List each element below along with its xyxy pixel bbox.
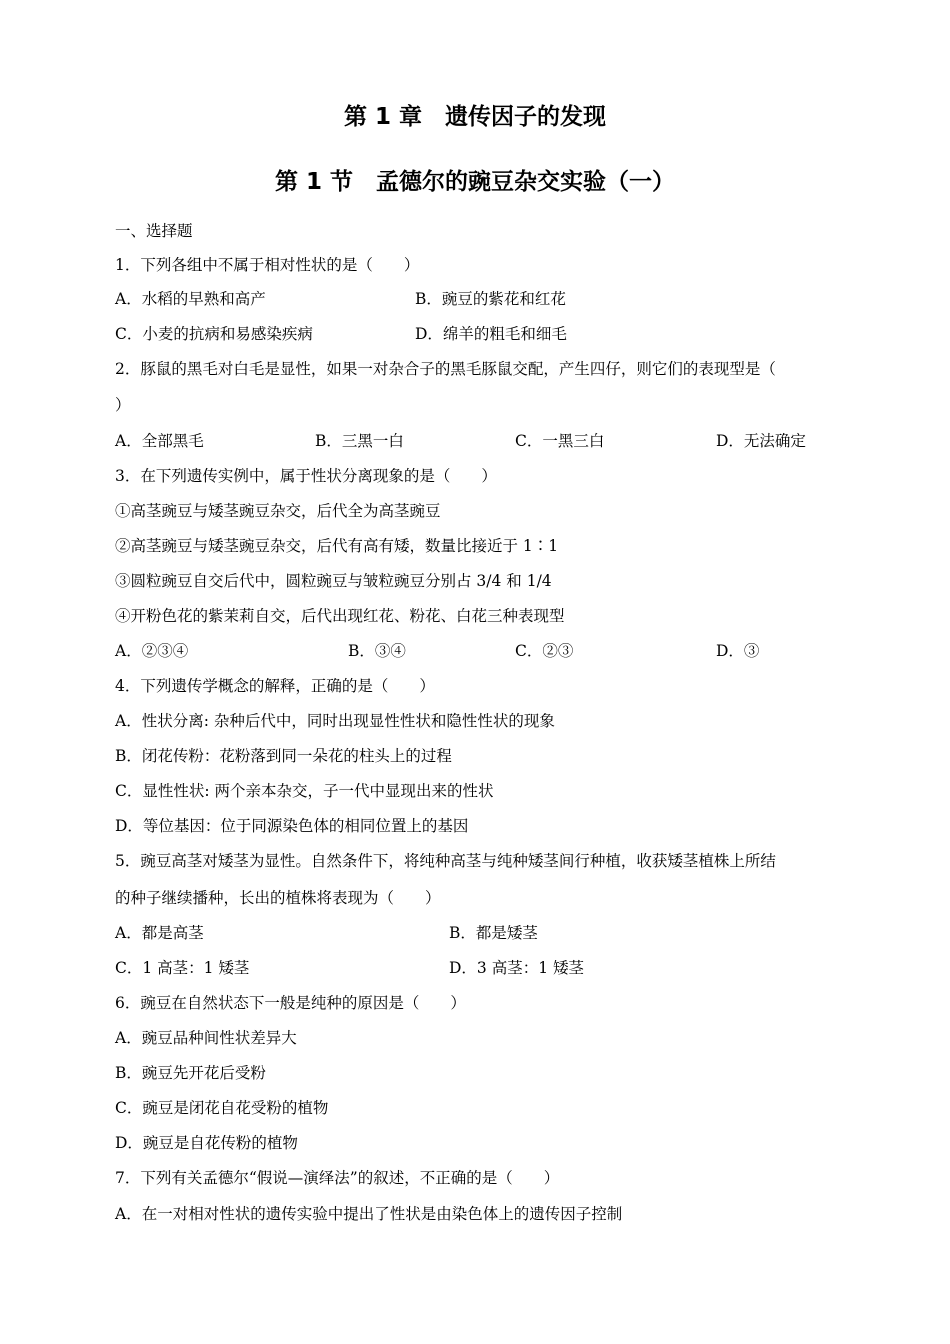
q4-option-c: C．显性性状: 两个亲本杂交，子一代中显现出来的性状 xyxy=(115,782,494,800)
q3-statement-3: ③圆粒豌豆自交后代中，圆粒豌豆与皱粒豌豆分别占 3/4 和 1/4 xyxy=(115,572,552,590)
question-3: 3．在下列遗传实例中，属于性状分离现象的是（ ） xyxy=(115,467,497,485)
q6-option-a: A．豌豆品种间性状差异大 xyxy=(115,1029,297,1047)
q1-option-a: A．水稻的早熟和高产 xyxy=(115,290,266,308)
q4-option-b: B．闭花传粉：花粉落到同一朵花的柱头上的过程 xyxy=(115,747,452,765)
q3-statement-2: ②高茎豌豆与矮茎豌豆杂交，后代有高有矮，数量比接近于 1∶1 xyxy=(115,537,559,555)
q5-option-d: D．3 高茎：1 矮茎 xyxy=(449,959,585,977)
q3-option-a: A．②③④ xyxy=(115,642,189,660)
q3-option-c: C．②③ xyxy=(515,642,574,660)
q1-option-d: D．绵羊的粗毛和细毛 xyxy=(415,325,567,343)
question-2-cont: ） xyxy=(115,396,131,414)
q3-option-b: B．③④ xyxy=(348,642,406,660)
question-2: 2．豚鼠的黑毛对白毛是显性，如果一对杂合子的黑毛豚鼠交配，产生四仔，则它们的表现型是（ xyxy=(115,360,776,378)
question-7: 7．下列有关孟德尔“假说—演绎法”的叙述，不正确的是（ ） xyxy=(115,1169,560,1187)
q7-option-a: A．在一对相对性状的遗传实验中提出了性状是由染色体上的遗传因子控制 xyxy=(115,1205,623,1223)
q5-option-c: C．1 高茎：1 矮茎 xyxy=(115,959,250,977)
q5-option-a: A．都是高茎 xyxy=(115,924,204,942)
q6-option-b: B．豌豆先开花后受粉 xyxy=(115,1064,266,1082)
question-4: 4．下列遗传学概念的解释，正确的是（ ） xyxy=(115,677,435,695)
q2-option-d: D．无法确定 xyxy=(716,432,806,450)
q2-option-a: A．全部黑毛 xyxy=(115,432,204,450)
q2-option-c: C．一黑三白 xyxy=(515,432,605,450)
q4-option-a: A．性状分离: 杂种后代中，同时出现显性性状和隐性性状的现象 xyxy=(115,712,555,730)
q3-statement-4: ④开粉色花的紫茉莉自交，后代出现红花、粉花、白花三种表现型 xyxy=(115,607,565,625)
q1-option-c: C．小麦的抗病和易感染疾病 xyxy=(115,325,313,343)
q1-option-b: B．豌豆的紫花和红花 xyxy=(415,290,566,308)
question-6: 6．豌豆在自然状态下一般是纯种的原因是（ ） xyxy=(115,994,466,1012)
q3-option-d: D．③ xyxy=(716,642,760,660)
chapter-title: 第 1 章 遗传因子的发现 xyxy=(343,104,607,130)
question-5: 5．豌豆高茎对矮茎为显性。自然条件下，将纯种高茎与纯种矮茎间行种植，收获矮茎植株上所结 xyxy=(115,852,776,870)
question-1: 1．下列各组中不属于相对性状的是（ ） xyxy=(115,256,420,274)
q5-option-b: B．都是矮茎 xyxy=(449,924,538,942)
question-5-cont: 的种子继续播种，长出的植株将表现为（ ） xyxy=(115,889,441,907)
part-heading: 一、选择题 xyxy=(115,222,193,240)
q4-option-d: D．等位基因：位于同源染色体的相同位置上的基因 xyxy=(115,817,469,835)
q3-statement-1: ①高茎豌豆与矮茎豌豆杂交，后代全为高茎豌豆 xyxy=(115,502,441,520)
q2-option-b: B．三黑一白 xyxy=(315,432,404,450)
section-title: 第 1 节 孟德尔的豌豆杂交实验（一） xyxy=(274,169,676,195)
q6-option-d: D．豌豆是自花传粉的植物 xyxy=(115,1134,298,1152)
q6-option-c: C．豌豆是闭花自花受粉的植物 xyxy=(115,1099,329,1117)
